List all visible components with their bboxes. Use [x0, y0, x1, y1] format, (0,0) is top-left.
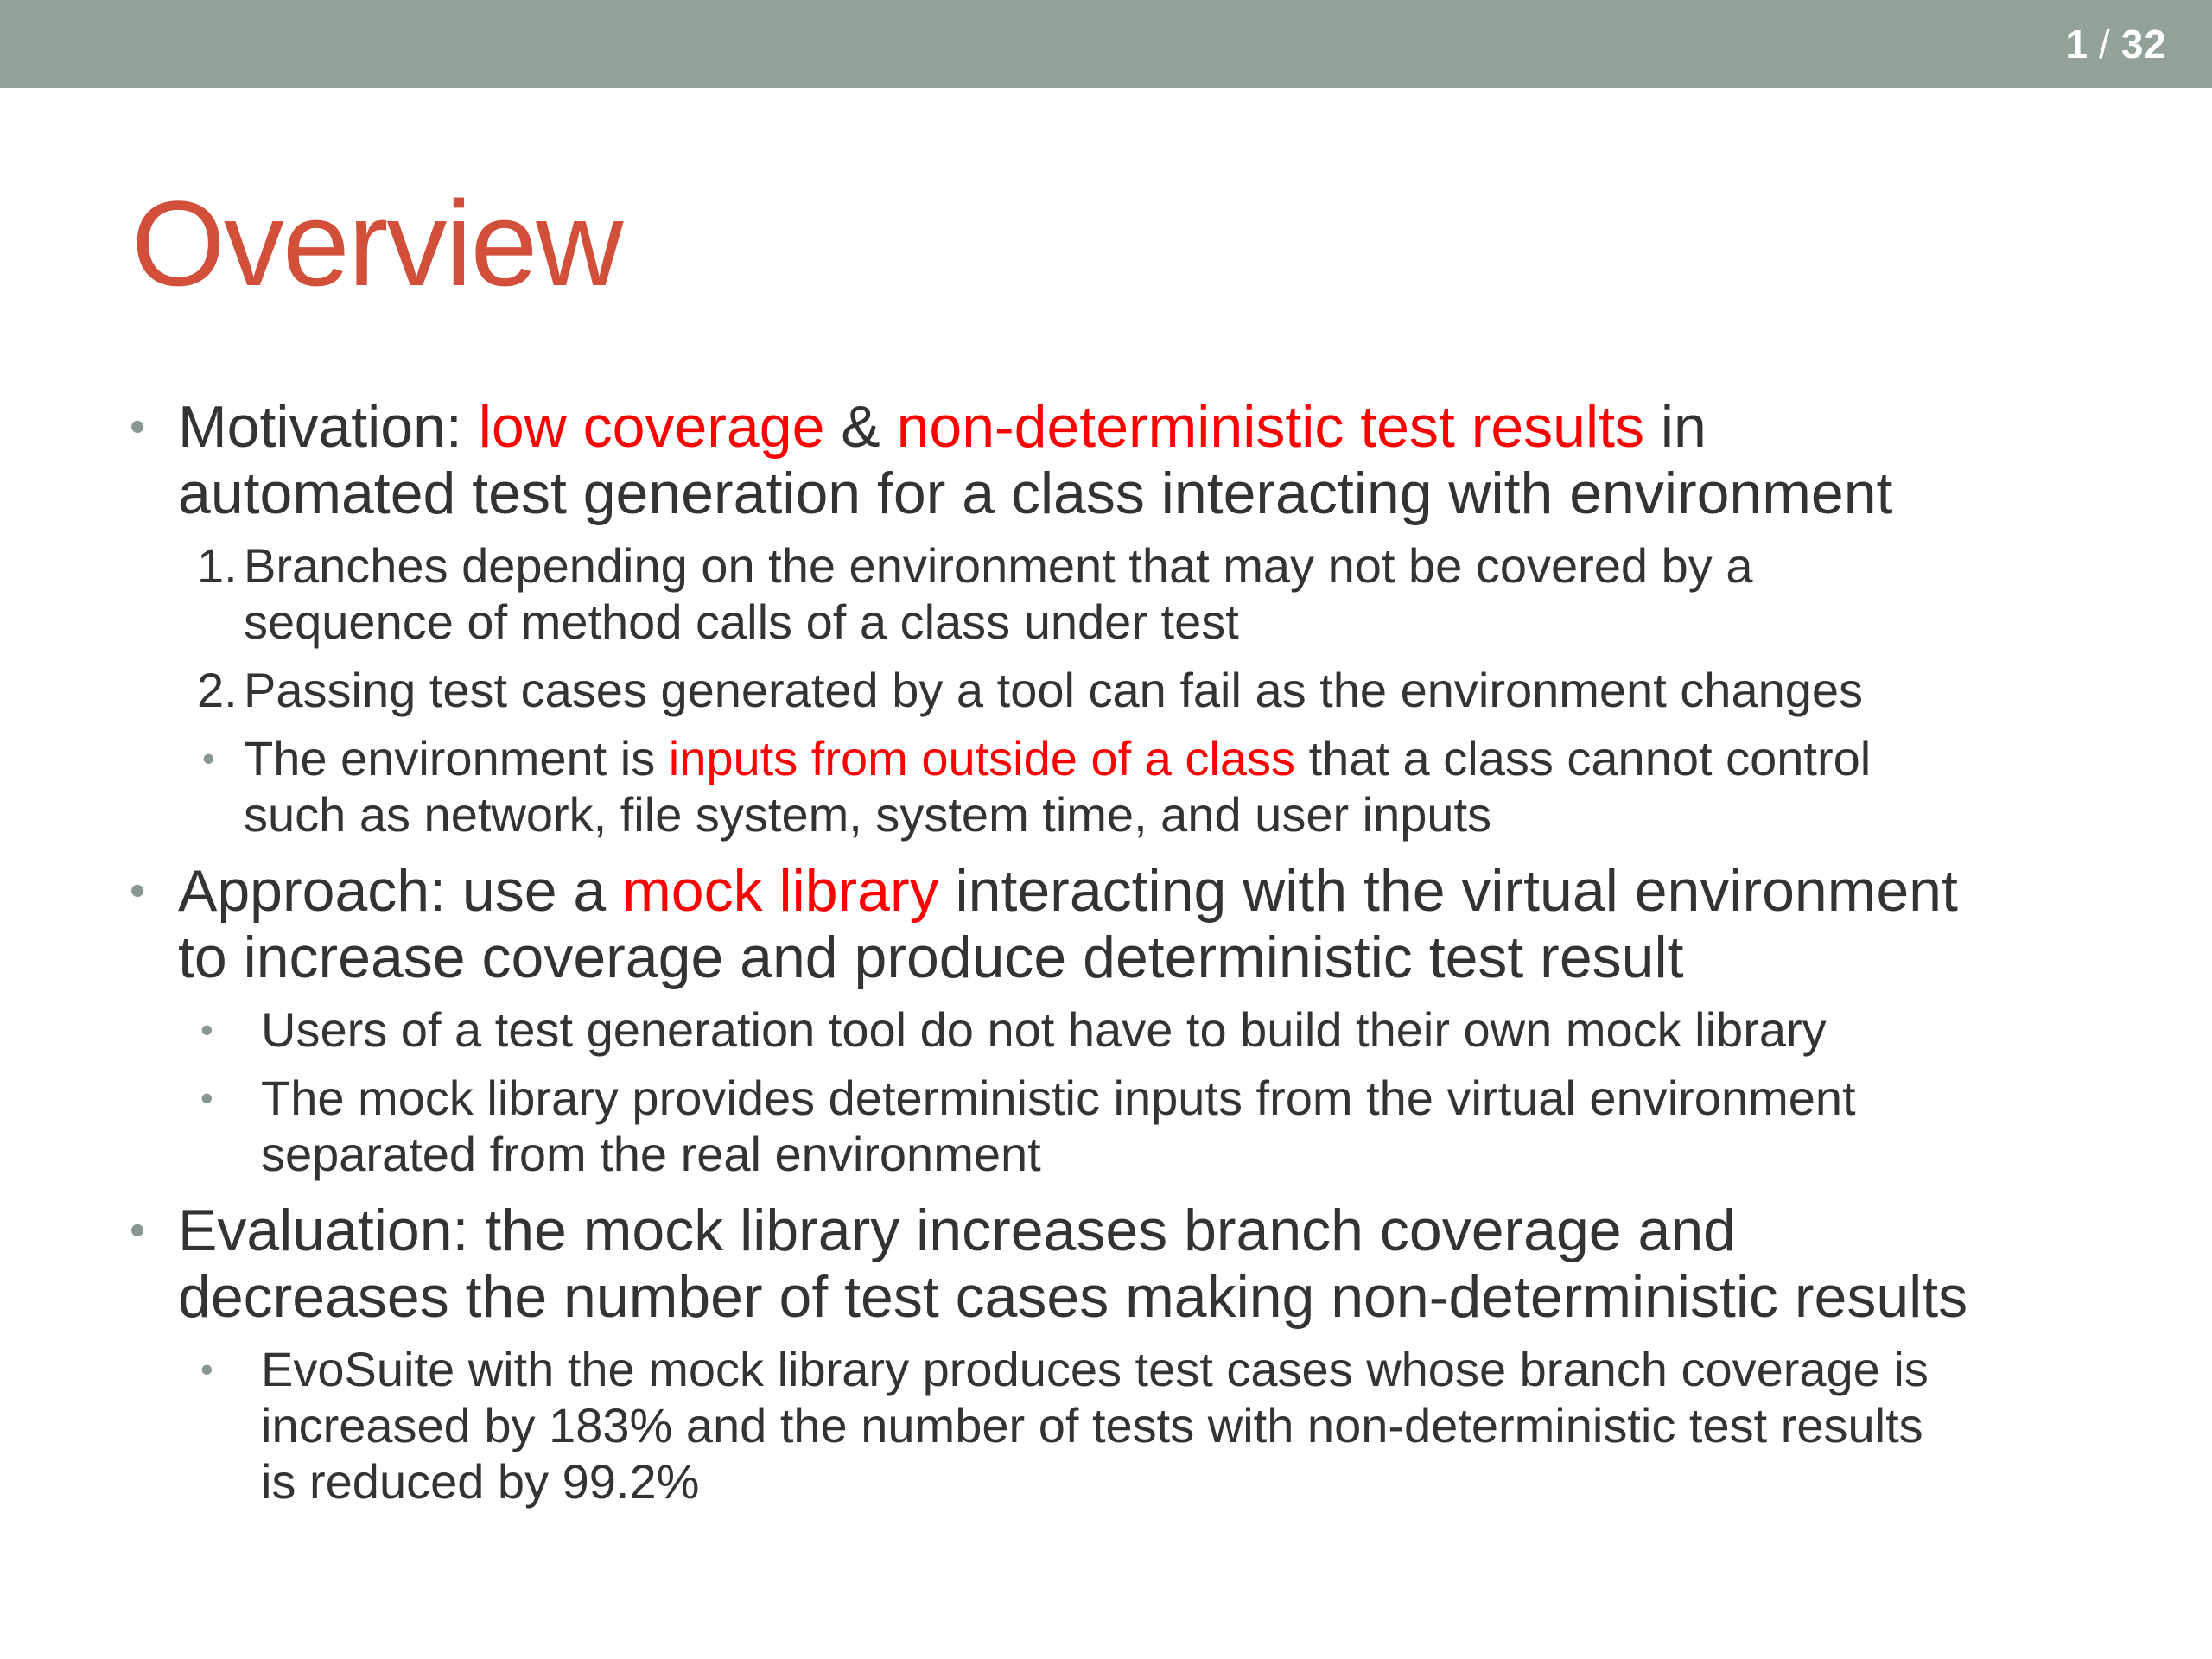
note-pre: The environment is: [244, 731, 656, 785]
bullet-dot-icon: •: [200, 1077, 213, 1118]
motivation-tail: in: [1660, 394, 1707, 460]
approach-highlight: mock library: [622, 858, 939, 924]
approach-sub-1: [121, 1001, 2108, 1058]
top-bar: [0, 0, 2212, 88]
evaluation-sub-line-3: is reduced by 99.2%: [261, 1454, 700, 1509]
bullet-dot-icon: •: [202, 738, 215, 779]
note-highlight: inputs from outside of a class: [668, 731, 1296, 785]
motivation-line-2: automated test generation for a class interacting with environment: [178, 461, 1893, 526]
bullet-dot-icon: •: [200, 1349, 213, 1389]
page-counter: [2065, 21, 2167, 67]
approach-post: interacting with the virtual environment: [955, 858, 1958, 924]
item-1-line-2: sequence of method calls of a class under test: [244, 594, 1239, 649]
approach-sub-2: [121, 1070, 2108, 1182]
evaluation-sub-line-2: increased by 183% and the number of tests with non-deterministic test results: [261, 1398, 1923, 1452]
evaluation-line-2: decreases the number of test cases making non-deterministic results: [178, 1264, 1968, 1330]
bullet-dot-icon: •: [130, 1205, 146, 1255]
bullet-dot-icon: •: [200, 1009, 213, 1050]
item-number: 2.: [197, 663, 238, 717]
page-total: 32: [2120, 22, 2167, 67]
motivation-ampersand: &: [841, 394, 880, 460]
item-number: 1.: [197, 538, 238, 593]
evaluation-sub: [121, 1341, 2108, 1510]
page-separator: /: [2099, 22, 2111, 67]
motivation-item-2: [121, 662, 2108, 718]
motivation-highlight-2: non-deterministic test results: [896, 394, 1645, 460]
approach-line-2: to increase coverage and produce deterministic test result: [178, 925, 1684, 990]
motivation-label: Motivation:: [178, 394, 462, 460]
motivation-item-1: [121, 537, 2108, 650]
slide-title: Overview: [131, 175, 622, 311]
approach-pre: Approach: use a: [178, 858, 607, 924]
approach-sub-1-text: Users of a test generation tool do not have to build their own mock library: [261, 1002, 1827, 1057]
item-1-line-1: Branches depending on the environment that may not be covered by a: [244, 538, 1753, 593]
evaluation-line-1: Evaluation: the mock library increases branch coverage and: [178, 1198, 1736, 1263]
motivation-highlight-1: low coverage: [478, 394, 825, 460]
motivation-note: [121, 730, 2108, 842]
bullet-dot-icon: •: [130, 866, 146, 916]
bullet-dot-icon: •: [130, 402, 146, 452]
bullet-evaluation: [121, 1198, 2108, 1331]
approach-sub-2-line-2: separated from the real environment: [261, 1127, 1041, 1181]
note-post: that a class cannot control: [1308, 731, 1872, 785]
item-2-line-1: Passing test cases generated by a tool can fail as the environment changes: [244, 663, 1864, 717]
evaluation-sub-line-1: EvoSuite with the mock library produces test cases whose branch coverage is: [261, 1342, 1929, 1396]
bullet-approach: [121, 858, 2108, 991]
page-current: 1: [2065, 22, 2089, 67]
bullet-motivation: [121, 394, 2108, 527]
approach-sub-2-line-1: The mock library provides deterministic inputs from the virtual environment: [261, 1071, 1856, 1125]
slide-content: [121, 394, 2108, 1510]
note-line-2: such as network, file system, system time, and user inputs: [244, 787, 1492, 842]
